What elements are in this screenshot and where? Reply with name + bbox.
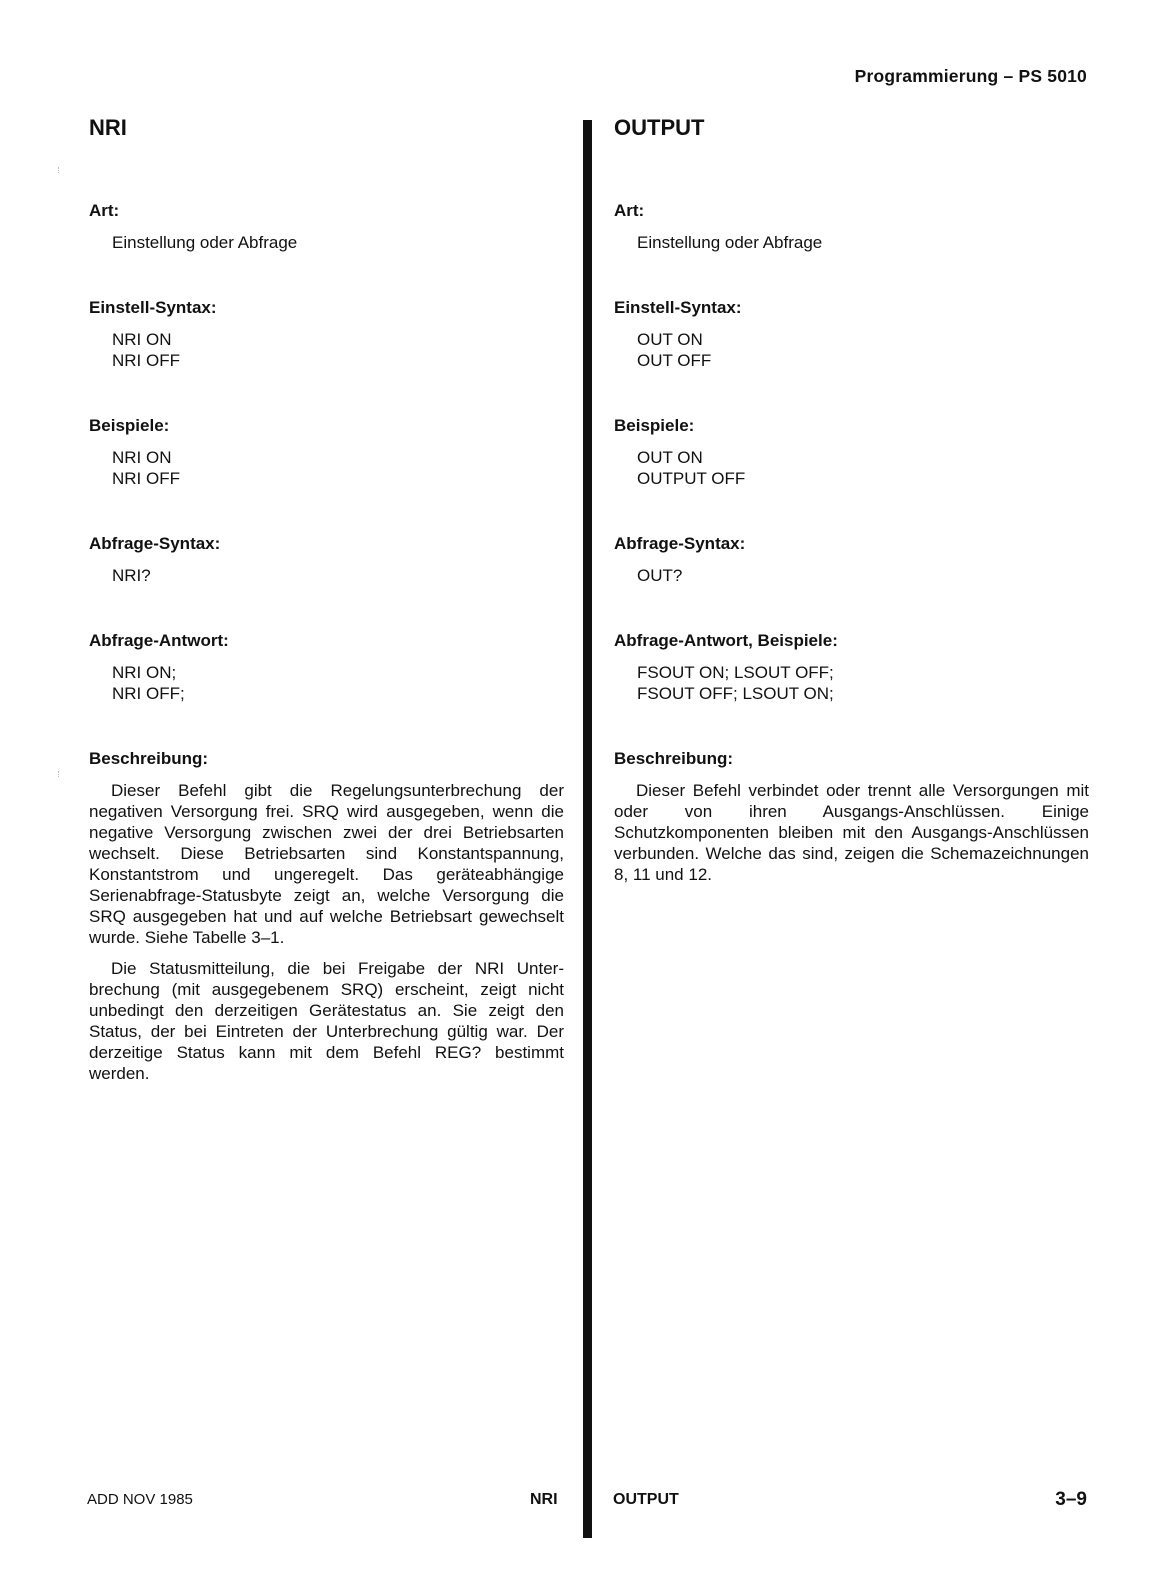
output-title: OUTPUT: [614, 115, 705, 140]
section-line: NRI OFF;: [112, 684, 185, 703]
nri-examples-section: [89, 415, 564, 489]
section-heading: Einstell-Syntax:: [614, 298, 742, 317]
section-line: OUT ON: [637, 448, 703, 467]
section-line: NRI ON: [112, 330, 172, 349]
section-body: [112, 447, 564, 489]
nri-description-section: [89, 748, 564, 1084]
section-heading: Beispiele:: [89, 416, 170, 435]
section-body: [637, 329, 1089, 371]
section-body: [637, 447, 1089, 489]
nri-title: NRI: [89, 115, 127, 140]
section-heading: Art:: [89, 201, 120, 220]
nri-query-syntax-section: [89, 533, 564, 586]
section-heading: Beschreibung:: [614, 749, 734, 768]
section-line: OUTPUT OFF: [637, 469, 746, 488]
section-line: OUT?: [637, 566, 683, 585]
output-type-section: [614, 200, 1089, 253]
section-heading: Art:: [614, 201, 645, 220]
description-paragraph: Die Statusmitteilung, die bei Freigabe der NRI Unterbrechung (mit ausgegebenem SRQ) erscheint, zeigt nicht unbedingt den derzeitigen Gerätestatus an. Sie zeigt den Status, der bei Eintreten der Unterbrechung gültig war. Der derzeitige Status kann mit dem Befehl REG? bestimmt werden.: [89, 959, 564, 1083]
nri-type-section: [89, 200, 564, 253]
section-heading: Abfrage-Syntax:: [614, 534, 746, 553]
output-examples-section: [614, 415, 1089, 489]
column-divider: [583, 120, 592, 1538]
section-body: [112, 662, 564, 704]
nri-query-response-section: [89, 630, 564, 704]
scan-speck: [58, 167, 62, 173]
section-body: [637, 232, 1089, 253]
section-heading: Abfrage-Antwort:: [89, 631, 229, 650]
output-description-section: [614, 748, 1089, 885]
section-body: [637, 662, 1089, 704]
output-set-syntax-section: [614, 297, 1089, 371]
section-line: Einstellung oder Abfrage: [112, 233, 298, 252]
section-body: [112, 329, 564, 371]
section-line: FSOUT ON; LSOUT OFF;: [637, 663, 834, 682]
output-column: [614, 114, 1089, 929]
section-line: Einstellung oder Abfrage: [637, 233, 823, 252]
output-query-response-section: [614, 630, 1089, 704]
section-line: NRI OFF: [112, 351, 180, 370]
section-heading: Beispiele:: [614, 416, 695, 435]
section-body: [112, 565, 564, 586]
scan-speck: [58, 771, 62, 777]
description-paragraph: Dieser Befehl verbindet oder trennt alle Versorgungen mit oder von ihren Ausgangs-Anschlüssen. Einige Schutzkomponenten bleiben mit den Ausgangs-Anschlüssen verbunden. Welche das sind, zeigen die Schemazeichnungen 8, 11 und 12.: [614, 781, 1089, 884]
section-line: FSOUT OFF; LSOUT ON;: [637, 684, 834, 703]
section-heading: Abfrage-Antwort, Beispiele:: [614, 631, 838, 650]
description-paragraph: Dieser Befehl gibt die Regelungsunterbrechung der negativen Versorgung frei. SRQ wird ausgegeben, wenn die negative Versorgung zwischen zwei der drei Betriebsarten wechselt. Diese Betriebsarten sind Konstantspannung, Konstantstrom und ungeregelt. Das geräteabhängige Serienabfrage-Statusbyte zeigt an, welche Versorgung die SRQ ausgegeben hat und auf welche Betriebsart gewechselt wurde. Siehe Tabelle 3–1.: [89, 781, 564, 947]
footer-left-command: NRI: [530, 1491, 558, 1508]
running-header: Programmierung – PS 5010: [854, 66, 1087, 86]
output-query-syntax-section: [614, 533, 1089, 586]
section-line: NRI ON: [112, 448, 172, 467]
footer-right-command: OUTPUT: [613, 1491, 679, 1508]
nri-column: [89, 114, 564, 1128]
footer-date: ADD NOV 1985: [87, 1491, 193, 1508]
section-heading: Einstell-Syntax:: [89, 298, 217, 317]
section-body: [112, 232, 564, 253]
section-body: [637, 565, 1089, 586]
section-heading: Beschreibung:: [89, 749, 209, 768]
page-number: 3–9: [1055, 1489, 1087, 1510]
section-line: NRI?: [112, 566, 151, 585]
nri-set-syntax-section: [89, 297, 564, 371]
section-line: NRI OFF: [112, 469, 180, 488]
section-line: NRI ON;: [112, 663, 177, 682]
section-line: OUT ON: [637, 330, 703, 349]
section-heading: Abfrage-Syntax:: [89, 534, 221, 553]
section-line: OUT OFF: [637, 351, 712, 370]
